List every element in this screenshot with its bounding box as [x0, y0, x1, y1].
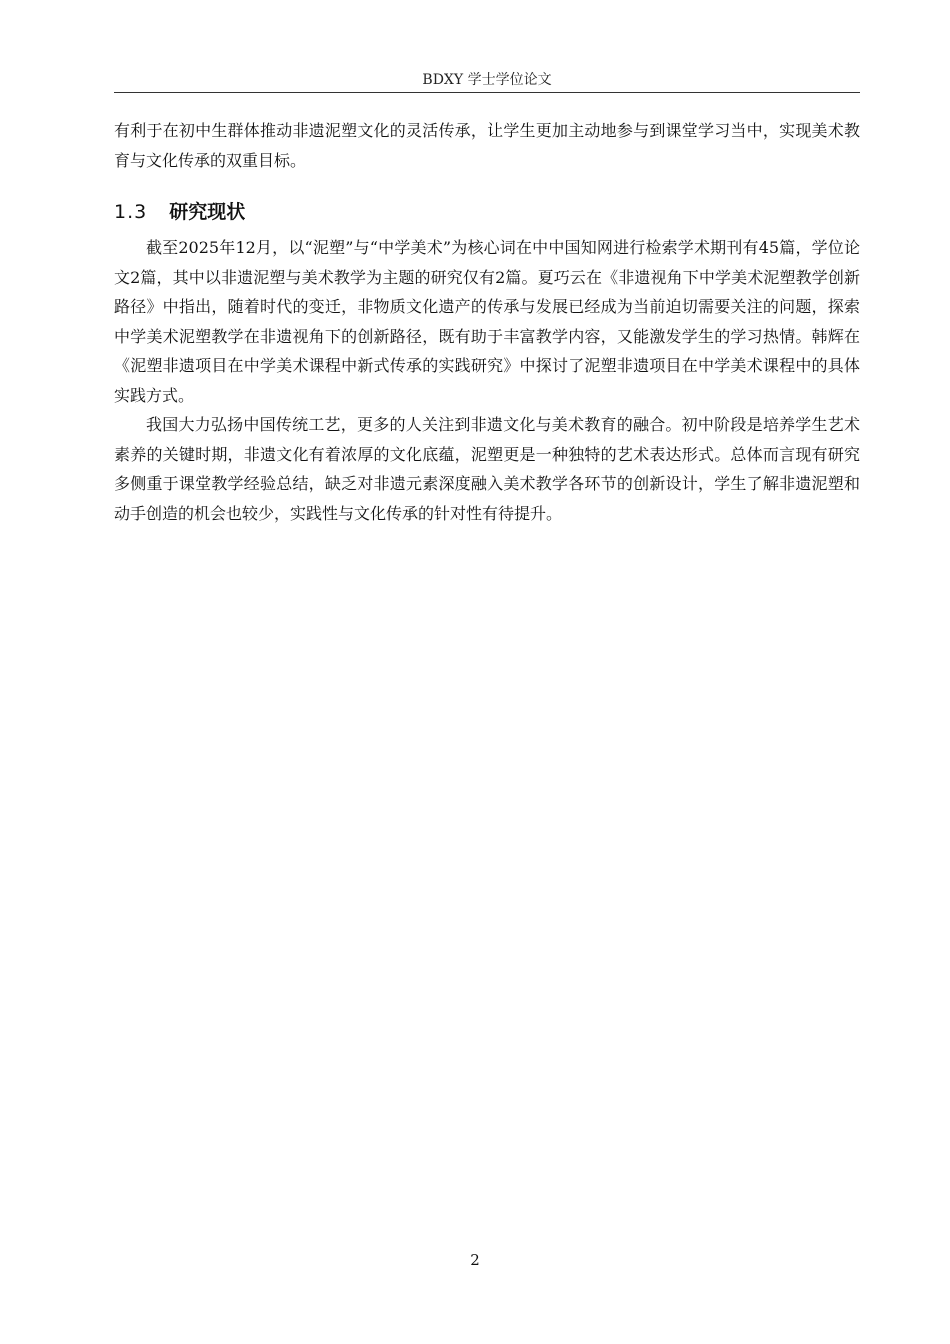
- intro-paragraph: 有利于在初中生群体推动非遗泥塑文化的灵活传承，让学生更加主动地参与到课堂学习当中，实现美术教育与文化传承的双重目标。: [114, 121, 860, 170]
- running-header: BDXY 学士学位论文: [422, 72, 552, 88]
- section-title: 研究现状: [169, 201, 246, 223]
- body-paragraph: 截至2025年12月，以“泥塑”与“中学美术”为核心词在中中国知网进行检索学术期刊有45篇，学位论文2篇，其中以非遗泥塑与美术教学为主题的研究仅有2篇。夏巧云在《非遗视角下中学美术泥塑教学创新路径》中指出，随着时代的变迁，非物质文化遗产的传承与发展已经成为当前迫切需要关注的问题，探索中学美术泥塑教学在非遗视角下的创新路径，既有助于丰富教学内容，又能激发学生的学习热情。韩辉在《泥塑非遗项目在中学美术课程中新式传承的实践研究》中探讨了泥塑非遗项目在中学美术课程中的具体实践方式。: [114, 238, 860, 405]
- section-heading: [114, 194, 860, 230]
- page-number: 2: [470, 1251, 480, 1269]
- header-divider: [114, 92, 860, 93]
- body-paragraph: 我国大力弘扬中国传统工艺，更多的人关注到非遗文化与美术教育的融合。初中阶段是培养学生艺术素养的关键时期，非遗文化有着浓厚的文化底蕴，泥塑更是一种独特的艺术表达形式。总体而言现有研究多侧重于课堂教学经验总结，缺乏对非遗元素深度融入美术教学各环节的创新设计，学生了解非遗泥塑和动手创造的机会也较少，实践性与文化传承的针对性有待提升。: [114, 415, 860, 523]
- section-number: 1.3: [114, 201, 148, 223]
- page-body: [114, 116, 860, 528]
